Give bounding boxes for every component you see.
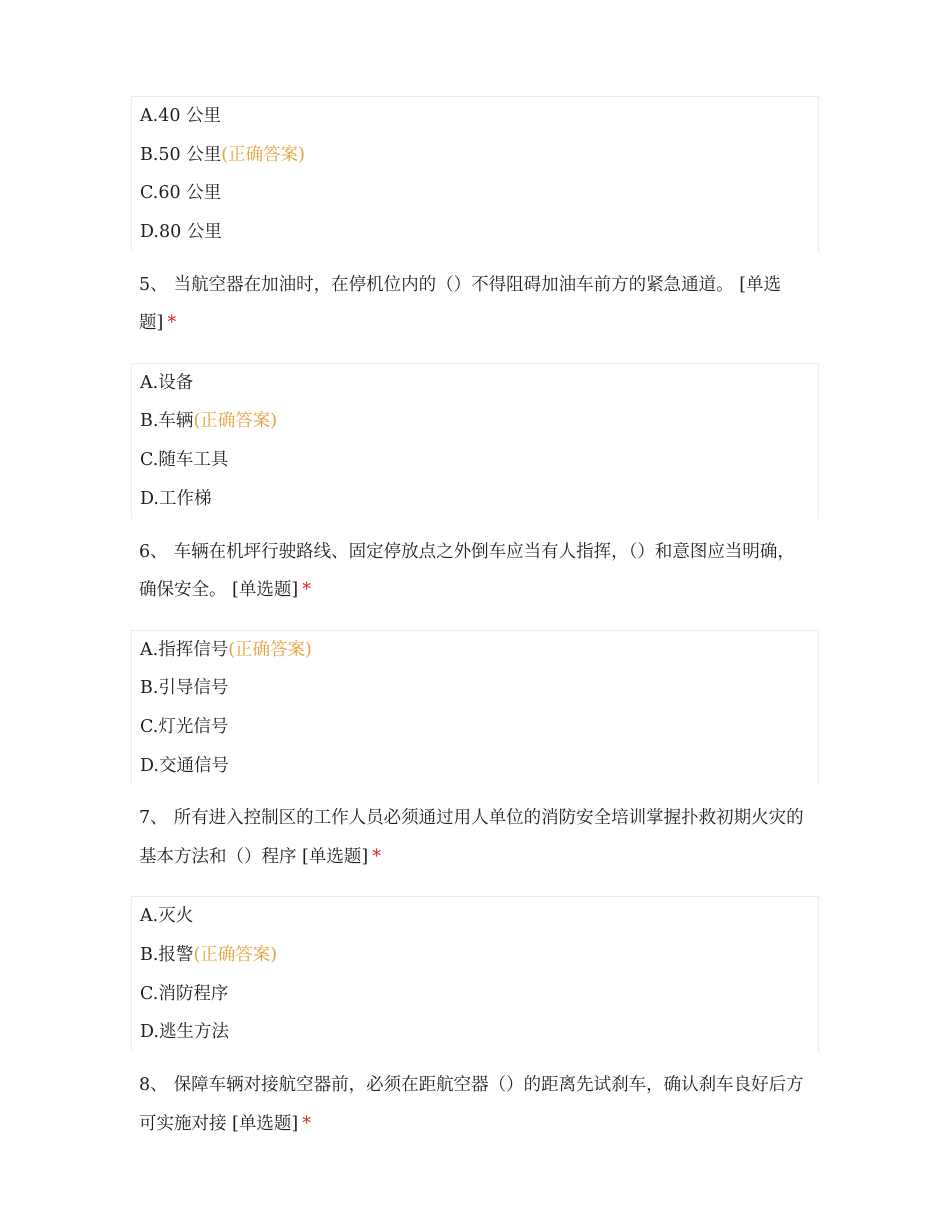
options-box xyxy=(131,363,819,519)
question-7 xyxy=(131,799,819,876)
required-star: * xyxy=(167,313,177,334)
option-item[interactable]: A.40 公里 xyxy=(140,106,222,126)
option-item[interactable]: B.引导信号 xyxy=(140,678,229,699)
option-item[interactable]: C.60 公里 xyxy=(140,183,222,204)
option-item[interactable]: D.逃生方法 xyxy=(140,1022,229,1043)
question-text: 车辆在机坪行驶路线、固定停放点之外倒车应当有人指挥，（）和意图应当明确，确保安全。 [单选题] xyxy=(139,541,795,600)
option-item[interactable]: B.报警(正确答案) xyxy=(140,944,278,965)
required-star: * xyxy=(302,1113,311,1134)
question-number: 8、 xyxy=(139,1075,168,1095)
question-number: 7、 xyxy=(139,808,168,829)
question-number: 5、 xyxy=(139,274,168,295)
option-item[interactable]: A.灭火 xyxy=(140,906,194,927)
option-item[interactable]: A.设备 xyxy=(140,372,194,393)
option-item[interactable]: D.工作梯 xyxy=(140,488,212,509)
option-item[interactable]: B.50 公里(正确答案) xyxy=(140,144,305,165)
option-item[interactable]: C.灯光信号 xyxy=(140,716,229,737)
question-text: 保障车辆对接航空器前，必须在距航空器（）的距离先试刹车，确认刹车良好后方可实施对接 [单选题] xyxy=(139,1075,804,1134)
correct-answer-tag: (正确答案) xyxy=(193,411,278,432)
question-text: 当航空器在加油时，在停机位内的（）不得阻碍加油车前方的紧急通道。 [单选题] xyxy=(139,274,782,334)
options-box xyxy=(131,630,819,786)
option-item[interactable]: A.指挥信号(正确答案) xyxy=(140,639,312,660)
correct-answer-tag: (正确答案) xyxy=(228,639,312,660)
question-8 xyxy=(131,1066,819,1143)
survey-page xyxy=(131,96,819,1163)
question-number: 6、 xyxy=(139,541,168,562)
options-box xyxy=(131,96,819,252)
option-item[interactable]: B.车辆(正确答案) xyxy=(140,411,278,432)
correct-answer-tag: (正确答案) xyxy=(221,144,305,165)
required-star: * xyxy=(302,580,311,600)
question-5 xyxy=(131,266,819,343)
correct-answer-tag: (正确答案) xyxy=(193,944,278,965)
option-item[interactable]: D.80 公里 xyxy=(140,222,222,243)
option-item[interactable]: C.随车工具 xyxy=(140,450,229,471)
required-star: * xyxy=(372,846,381,867)
options-box xyxy=(131,896,819,1052)
option-item[interactable]: D.交通信号 xyxy=(140,755,229,776)
question-6 xyxy=(131,533,819,610)
question-text: 所有进入控制区的工作人员必须通过用人单位的消防安全培训掌握扑救初期火灾的基本方法和（）程序 [单选题] xyxy=(139,808,804,867)
option-item[interactable]: C.消防程序 xyxy=(140,983,229,1004)
